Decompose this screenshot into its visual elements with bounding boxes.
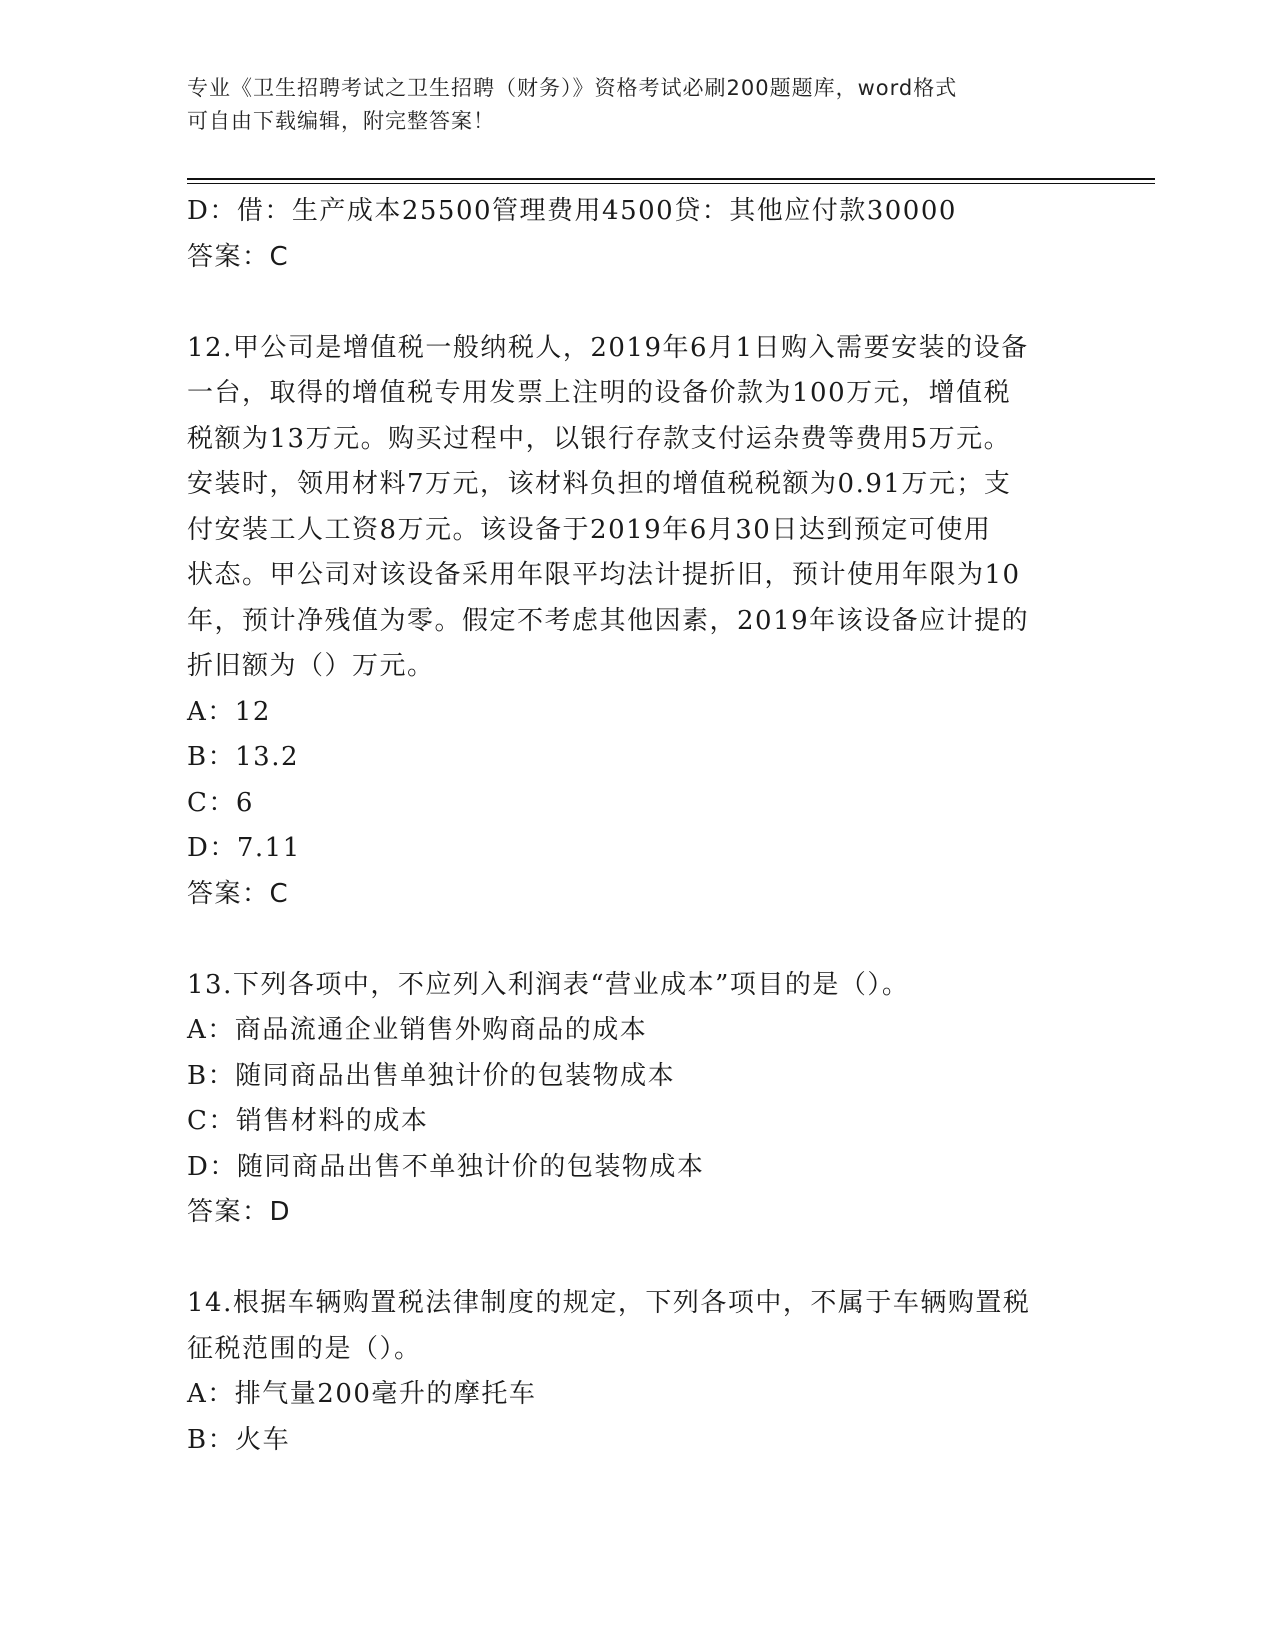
option-line: D：借：生产成本25500管理费用4500贷：其他应付款30000 (187, 196, 957, 226)
option-line: A：12 (187, 696, 271, 727)
answer-line: 答案：C (187, 241, 290, 272)
header-line: 可自由下载编辑，附完整答案！ (187, 109, 495, 133)
document-header (187, 72, 1087, 138)
question-stem-line: 13.下列各项中，不应列入利润表“营业成本”项目的是（）。 (187, 969, 910, 1000)
option-line: A：商品流通企业销售外购商品的成本 (187, 1015, 648, 1045)
header-divider-thin (187, 183, 1155, 184)
option-line: B：随同商品出售单独计价的包装物成本 (187, 1060, 676, 1091)
option-line: D：7.11 (187, 833, 301, 863)
question-stem-line: 状态。甲公司对该设备采用年限平均法计提折旧，预计使用年限为10 (187, 560, 1021, 590)
question-stem-line: 一台，取得的增值税专用发票上注明的设备价款为100万元，增值税 (187, 378, 1012, 408)
option-line: B：火车 (187, 1424, 291, 1455)
option-line: C：6 (187, 787, 254, 818)
header-divider-thick (187, 178, 1155, 180)
question-stem-line: 年，预计净残值为零。假定不考虑其他因素，2019年该设备应计提的 (187, 605, 1030, 636)
spacer (187, 917, 1087, 963)
answer-line: 答案：C (187, 878, 290, 909)
question-12 (187, 326, 1087, 918)
question-stem-line: 安装时，领用材料7万元，该材料负担的增值税税额为0.91万元；支 (187, 469, 1012, 499)
question-stem-line: 税额为13万元。购买过程中，以银行存款支付运杂费等费用5万元。 (187, 423, 1012, 454)
answer-line: 答案：D (187, 1197, 292, 1227)
spacer (187, 1236, 1087, 1282)
question-14 (187, 1281, 1087, 1463)
spacer (187, 280, 1087, 326)
header-line: 专业《卫生招聘考试之卫生招聘（财务）》资格考试必刷200题题库，word格式 (187, 76, 958, 100)
question-stem-line: 14.根据车辆购置税法律制度的规定，下列各项中，不属于车辆购置税 (187, 1288, 1031, 1318)
question-13 (187, 963, 1087, 1236)
option-line: A：排气量200毫升的摩托车 (187, 1379, 537, 1409)
option-line: B：13.2 (187, 742, 299, 772)
option-line: D：随同商品出售不单独计价的包装物成本 (187, 1151, 705, 1182)
question-stem-line: 付安装工人工资8万元。该设备于2019年6月30日达到预定可使用 (187, 514, 992, 545)
document-body (187, 189, 1087, 1463)
question-stem-line: 折旧额为（）万元。 (187, 651, 435, 681)
question-stem-line: 12.甲公司是增值税一般纳税人，2019年6月1日购入需要安装的设备 (187, 332, 1029, 363)
option-line: C：销售材料的成本 (187, 1106, 429, 1136)
question-stem-line: 征税范围的是（）。 (187, 1333, 422, 1364)
